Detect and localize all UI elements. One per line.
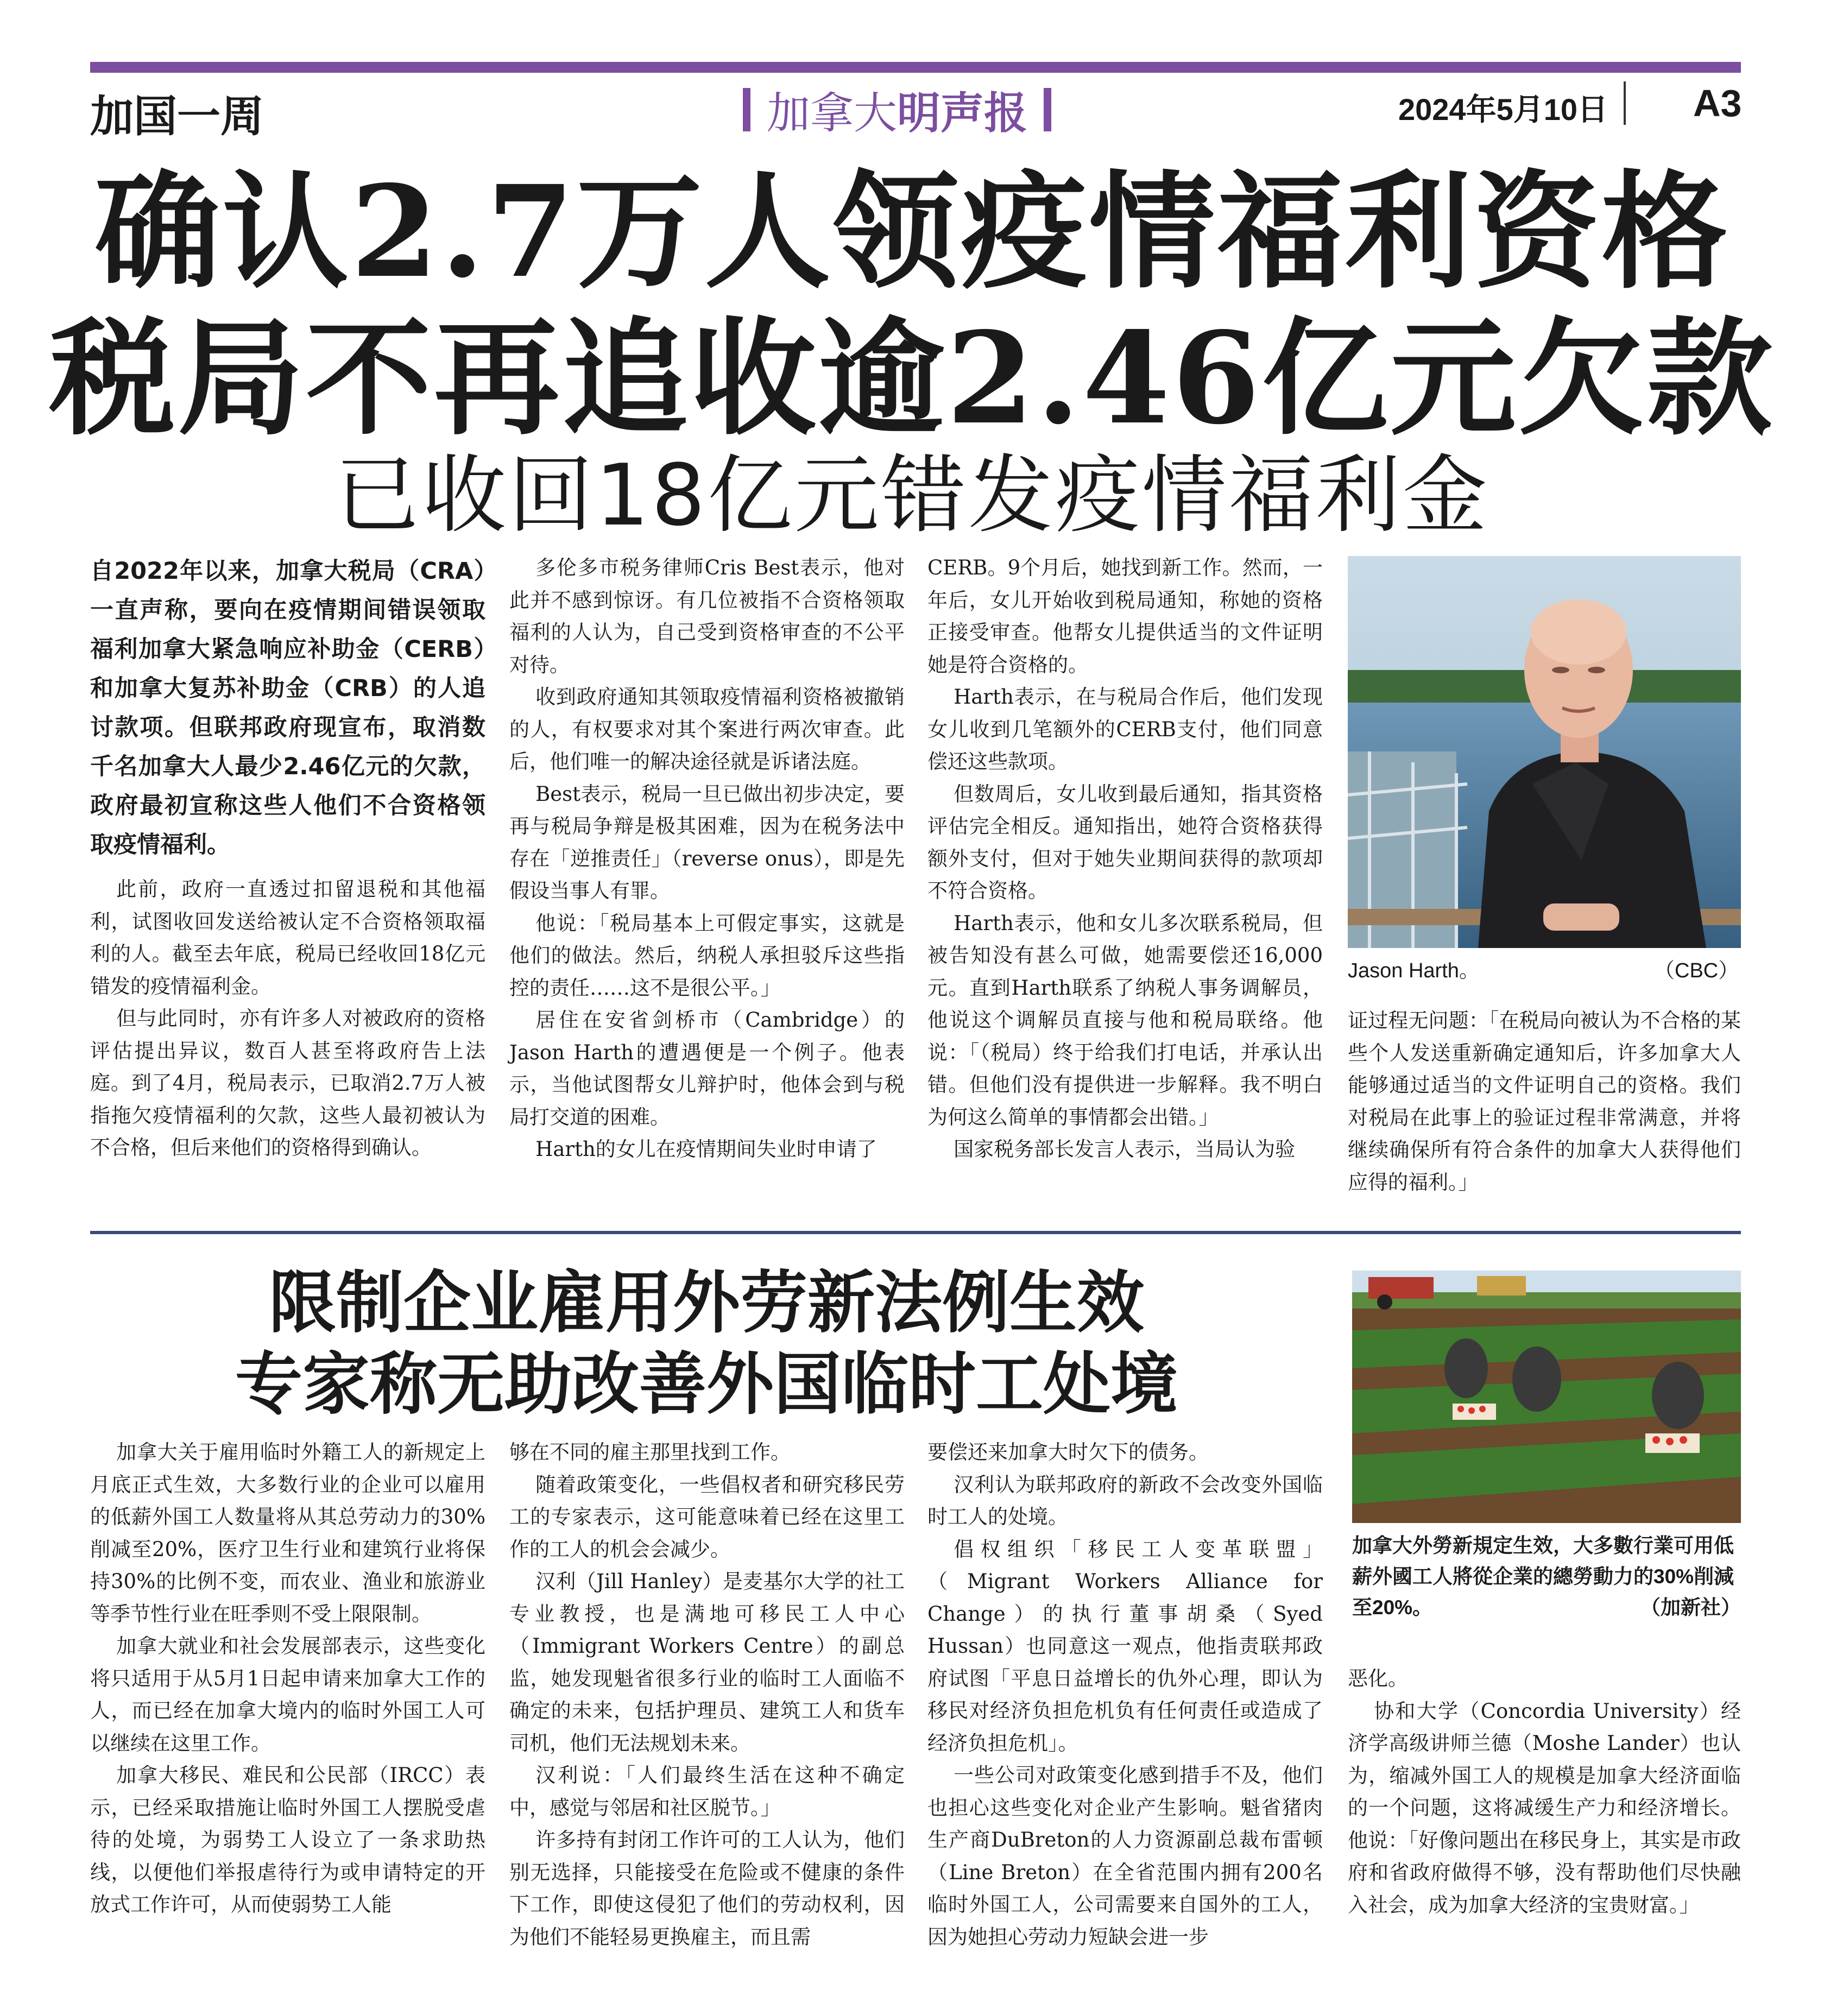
masthead-rule bbox=[90, 62, 1741, 73]
paragraph: 多伦多市税务律师Cris Best表示，他对此并不感到惊讶。有几位被指不合资格领取福利的人认为，自己受到资格审查的不公平对待。 bbox=[509, 556, 905, 677]
paragraph: 够在不同的雇主那里找到工作。 bbox=[509, 1440, 791, 1464]
paragraph: 加拿大移民、难民和公民部（IRCC）表示，已经采取措施让临时外国工人摆脱受虐待的处境，为弱势工人设立了一条求助热线，以便他们举报虐待行为或申请特定的开放式工作许可，从而使弱势工人能 bbox=[90, 1764, 485, 1916]
paragraph: Harth的女儿在疫情期间失业时申请了 bbox=[535, 1137, 877, 1161]
story2-column-3 bbox=[927, 1436, 1323, 1953]
story2-column-2 bbox=[509, 1436, 905, 1953]
page-number: A3 bbox=[1693, 82, 1742, 124]
paragraph: Harth表示，他和女儿多次联系税局，但被告知没有甚么可做，她需要偿还16,000元。直到Harth联系了纳税人事务调解员，他说这个调解员直接与他和税局联络。他说：「（税局）终于给我们打电话，并承认出错。但他们没有提供进一步解释。我不明白为何这么简单的事情都会出错。」 bbox=[927, 911, 1323, 1129]
divider-bar bbox=[743, 88, 750, 131]
headline-line-2: 税局不再追收逾2.46亿元欠款 bbox=[49, 304, 1775, 452]
paragraph: 收到政府通知其领取疫情福利资格被撤销的人，有权要求对其个案进行两次审查。此后，他们唯一的解决途径就是诉诸法庭。 bbox=[509, 685, 905, 773]
portrait-illustration bbox=[1348, 556, 1741, 948]
story1-column-4 bbox=[1348, 1004, 1741, 1198]
jason-harth-photo bbox=[1348, 556, 1741, 948]
paragraph: 证过程无问题：「在税局向被认为不合格的某些个人发送重新确定通知后，许多加拿大人能够通过适当的文件证明自己的资格。我们对税局在此事上的验证过程非常满意，并将继续确保所有符合条件的加拿大人获得他们应得的福利。」 bbox=[1348, 1009, 1741, 1194]
paragraph: 加拿大就业和社会发展部表示，这些变化将只适用于从5月1日起申请来加拿大工作的人，而已经在加拿大境内的临时外国工人可以继续在这里工作。 bbox=[90, 1634, 485, 1755]
subheadline: 已收回18亿元错发疫情福利金 bbox=[334, 446, 1490, 545]
paragraph: 汉利说：「人们最终生活在这种不确定中，感觉与邻居和社区脱节。」 bbox=[509, 1764, 905, 1819]
farm-workers-photo bbox=[1352, 1271, 1741, 1523]
paragraph: 协和大学（Concordia University）经济学高级讲师兰德（Moshe Lander）也认为，缩减外国工人的规模是加拿大经济面临的一个问题，这将减缓生产力和经济增长。他说：「好像问题出在移民身上，其实是市政府和省政府做得不够，没有帮助他们尽快融入社会，成为加拿大经济的宝贵财富。」 bbox=[1348, 1699, 1741, 1917]
paragraph: 国家税务部长发言人表示，当局认为验 bbox=[954, 1137, 1296, 1161]
issue-date: 2024年5月10日 bbox=[1398, 92, 1608, 127]
paragraph: 他说：「税局基本上可假定事实，这就是他们的做法。然后，纳税人承担驳斥这些指控的责任……这不是很公平。」 bbox=[509, 911, 905, 1000]
photo-credit: （CBC） bbox=[1654, 959, 1739, 982]
story2-headline-line-1: 限制企业雇用外劳新法例生效 bbox=[268, 1263, 1144, 1342]
story2-column-1 bbox=[90, 1436, 485, 1921]
paragraph: 但与此同时，亦有许多人对被政府的资格评估提出异议，数百人甚至将政府告上法庭。到了4月，税局表示，已取消2.7万人被指拖欠疫情福利的欠款，这些人最初被认为不合格，但后来他们的资格得到确认。 bbox=[90, 1007, 485, 1159]
paragraph: 汉利认为联邦政府的新政不会改变外国临时工人的处境。 bbox=[927, 1472, 1323, 1528]
paragraph: 居住在安省剑桥市（Cambridge）的Jason Harth的遭遇便是一个例子。他表示，当他试图帮女儿辩护时，他体会到与税局打交道的困难。 bbox=[509, 1008, 905, 1129]
story2-column-4 bbox=[1348, 1663, 1741, 1921]
story2-headline-line-2: 专家称无助改善外国临时工处境 bbox=[235, 1345, 1178, 1424]
headline-line-1: 确认2.7万人领疫情福利资格 bbox=[94, 157, 1730, 306]
section-name: 加国一周 bbox=[90, 91, 264, 142]
photo-credit-2: （加新社） bbox=[1640, 1596, 1741, 1619]
paragraph: 但数周后，女儿收到最后通知，指其资格评估完全相反。通知指出，她符合资格获得额外支付，但对于她失业期间获得的款项却不符合资格。 bbox=[927, 782, 1323, 902]
paper-name bbox=[743, 78, 1051, 141]
photo-caption: Jason Harth。 bbox=[1348, 959, 1480, 982]
story1-column-2 bbox=[509, 552, 905, 1166]
paragraph: 随着政策变化，一些倡权者和研究移民劳工的专家表示，这可能意味着已经在这里工作的工人的机会会减少。 bbox=[509, 1472, 905, 1561]
paragraph: Harth表示，在与税局合作后，他们发现女儿收到几笔额外的CERB支付，他们同意偿还这些款项。 bbox=[927, 685, 1323, 773]
paragraph: 许多持有封闭工作许可的工人认为，他们别无选择，只能接受在危险或不健康的条件下工作，即使这侵犯了他们的劳动权利，因为他们不能轻易更换雇主，而且需 bbox=[509, 1828, 905, 1949]
header-separator bbox=[1624, 81, 1626, 125]
story1-column-1 bbox=[90, 552, 485, 1164]
paragraph: CERB。9个月后，她找到新工作。然而，一年后，女儿开始收到税局通知，称她的资格正接受审查。他帮女儿提供适当的文件证明她是符合资格的。 bbox=[927, 556, 1323, 677]
paper-prefix: 加拿大 bbox=[767, 89, 897, 137]
caption-text: 加拿大外勞新規定生效，大多數行業可用低薪外國工人將從企業的總勞動力的30%削減至20%。 bbox=[1352, 1534, 1734, 1619]
paragraph: 汉利（Jill Hanley）是麦基尔大学的社工专业教授，也是满地可移民工人中心（Immigrant Workers Centre）的副总监，她发现魁省很多行业的临时工人面临不确定的未来，包括护理员、建筑工人和货车司机，他们无法规划未来。 bbox=[509, 1570, 905, 1755]
story1-column-3 bbox=[927, 552, 1323, 1166]
section-divider bbox=[90, 1231, 1741, 1234]
paragraph: 要偿还来加拿大时欠下的债务。 bbox=[927, 1440, 1209, 1464]
divider-bar bbox=[1044, 88, 1051, 131]
lead-paragraph: 自2022年以来，加拿大税局（CRA）一直声称，要向在疫情期间错误领取福利加拿大紧急响应补助金（CERB）和加拿大复苏补助金（CRB）的人追讨款项。但联邦政府现宣布，取消数千名加拿大人最少2.46亿元的欠款，政府最初宣称这些人他们不合资格领取疫情福利。 bbox=[90, 558, 485, 858]
paragraph: 一些公司对政策变化感到措手不及，他们也担心这些变化对企业产生影响。魁省猪肉生产商DuBreton的人力资源副总裁布雷顿（Line Breton）在全省范围内拥有200名临时外国工人，公司需要来自国外的工人，因为她担心劳动力短缺会进一步 bbox=[927, 1764, 1323, 1949]
paragraph: 此前，政府一直透过扣留退税和其他福利，试图收回发送给被认定不合资格领取福利的人。截至去年底，税局已经收回18亿元错发的疫情福利金。 bbox=[90, 877, 485, 998]
paper-suffix: 明声报 bbox=[897, 89, 1027, 137]
paragraph: Best表示，税局一旦已做出初步决定，要再与税局争辩是极其困难，因为在税务法中存在「逆推责任」（reverse onus），即是先假设当事人有罪。 bbox=[509, 782, 905, 902]
strawberry-field-illustration bbox=[1352, 1271, 1741, 1523]
paragraph: 加拿大关于雇用临时外籍工人的新规定上月底正式生效，大多数行业的企业可以雇用的低薪外国工人数量将从其总劳动力的30%削减至20%，医疗卫生行业和建筑行业将保持30%的比例不变，而农业、渔业和旅游业等季节性行业在旺季则不受上限限制。 bbox=[90, 1440, 485, 1626]
paragraph: 倡权组织「移民工人变革联盟」（Migrant Workers Alliance for Change）的执行董事胡桑（Syed Hussan）也同意这一观点，他指责联邦政府试图「平息日益增长的仇外心理，即认为移民对经济负担危机负有任何责任或造成了经济负担危机」。 bbox=[927, 1537, 1323, 1755]
photo-caption-2 bbox=[1352, 1530, 1741, 1623]
paragraph: 恶化。 bbox=[1348, 1667, 1408, 1690]
